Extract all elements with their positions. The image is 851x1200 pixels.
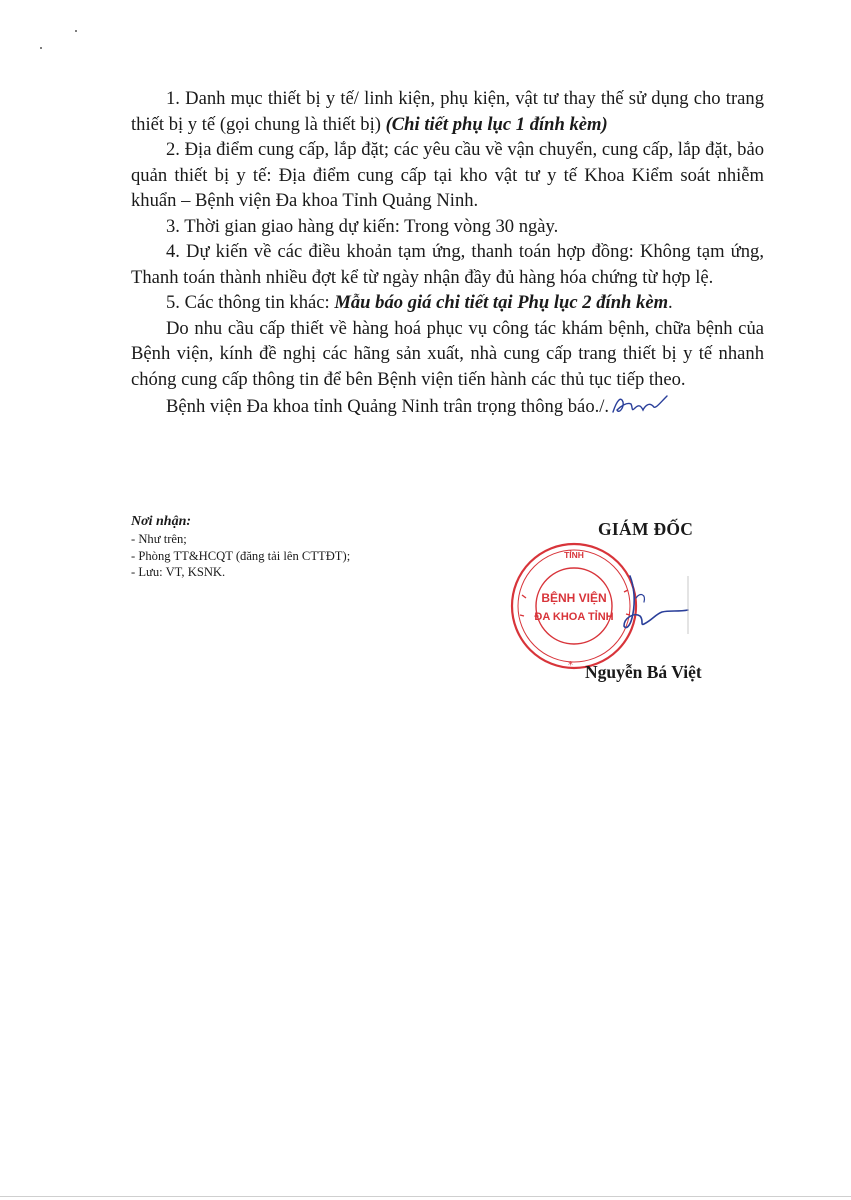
item-4 <box>131 239 764 290</box>
stamp-center-line-1: BỆNH VIỆN <box>541 591 607 605</box>
recipient-item: - Phòng TT&HCQT (đăng tải lên CTTĐT); <box>131 548 351 563</box>
item-5 <box>131 290 764 316</box>
scan-speck <box>40 47 42 49</box>
stamp-center-line-2: ĐA KHOA TỈNH <box>534 611 614 623</box>
item-5-emphasis: Mẫu báo giá chi tiết tại Phụ lục 2 đính kèm <box>334 292 669 313</box>
signer-name: Nguyễn Bá Việt <box>585 662 702 682</box>
item-1-text: 1. Danh mục thiết bị y tế/ linh kiện, phụ kiện, vật tư thay thế sử dụng cho trang thiết bị y tế (gọi chung là thiết bị) <box>131 88 764 135</box>
director-title: GIÁM ĐỐC <box>598 519 694 539</box>
item-3 <box>131 214 764 240</box>
svg-text:*: * <box>568 660 573 671</box>
page-bottom-edge <box>0 1196 851 1197</box>
item-1 <box>131 86 764 137</box>
scan-speck <box>75 30 77 32</box>
stamp-top-text: TỈNH <box>564 550 584 560</box>
closing-line <box>131 392 764 420</box>
item-5-text: 5. Các thông tin khác: <box>166 292 335 313</box>
item-5-suffix: . <box>668 292 673 313</box>
item-1-emphasis: (Chi tiết phụ lục 1 đính kèm) <box>385 113 608 135</box>
item-3-text: 3. Thời gian giao hàng dự kiến: Trong vòng 30 ngày. <box>166 215 559 237</box>
item-2-text: 2. Địa điểm cung cấp, lắp đặt; các yêu cầu về vận chuyển, cung cấp, lắp đặt, bảo quản thiết bị y tế: Địa điểm cung cấp tại kho vật tư y tế Khoa Kiểm soát nhiễm khuẩn – Bệnh viện Đa khoa Tỉnh Quảng Ninh. <box>131 139 764 211</box>
recipient-item: - Lưu: VT, KSNK. <box>131 565 226 579</box>
item-2 <box>131 137 764 214</box>
item-4-text: 4. Dự kiến về các điều khoản tạm ứng, thanh toán hợp đồng: Không tạm ứng, Thanh toán thành nhiều đợt kể từ ngày nhận đầy đủ hàng hóa chứng từ hợp lệ. <box>131 241 764 288</box>
recipients-block <box>131 513 431 581</box>
closing-text: Bệnh viện Đa khoa tỉnh Quảng Ninh trân trọng thông báo./. <box>166 396 610 417</box>
handwritten-initials-icon <box>609 392 669 418</box>
recipients-heading: Nơi nhận: <box>131 514 192 529</box>
recipients-list <box>131 531 431 581</box>
request-paragraph: Do nhu cầu cấp thiết về hàng hoá phục vụ công tác khám bệnh, chữa bệnh của Bệnh viện, kính đề nghị các hãng sản xuất, nhà cung cấp trang thiết bị y tế nhanh chóng cung cấp thông tin để bên Bệnh viện tiến hành các thủ tục tiếp theo. <box>131 317 764 390</box>
handwritten-signature-icon <box>600 572 690 642</box>
letter-body <box>131 86 764 420</box>
recipient-item: - Như trên; <box>131 532 187 546</box>
